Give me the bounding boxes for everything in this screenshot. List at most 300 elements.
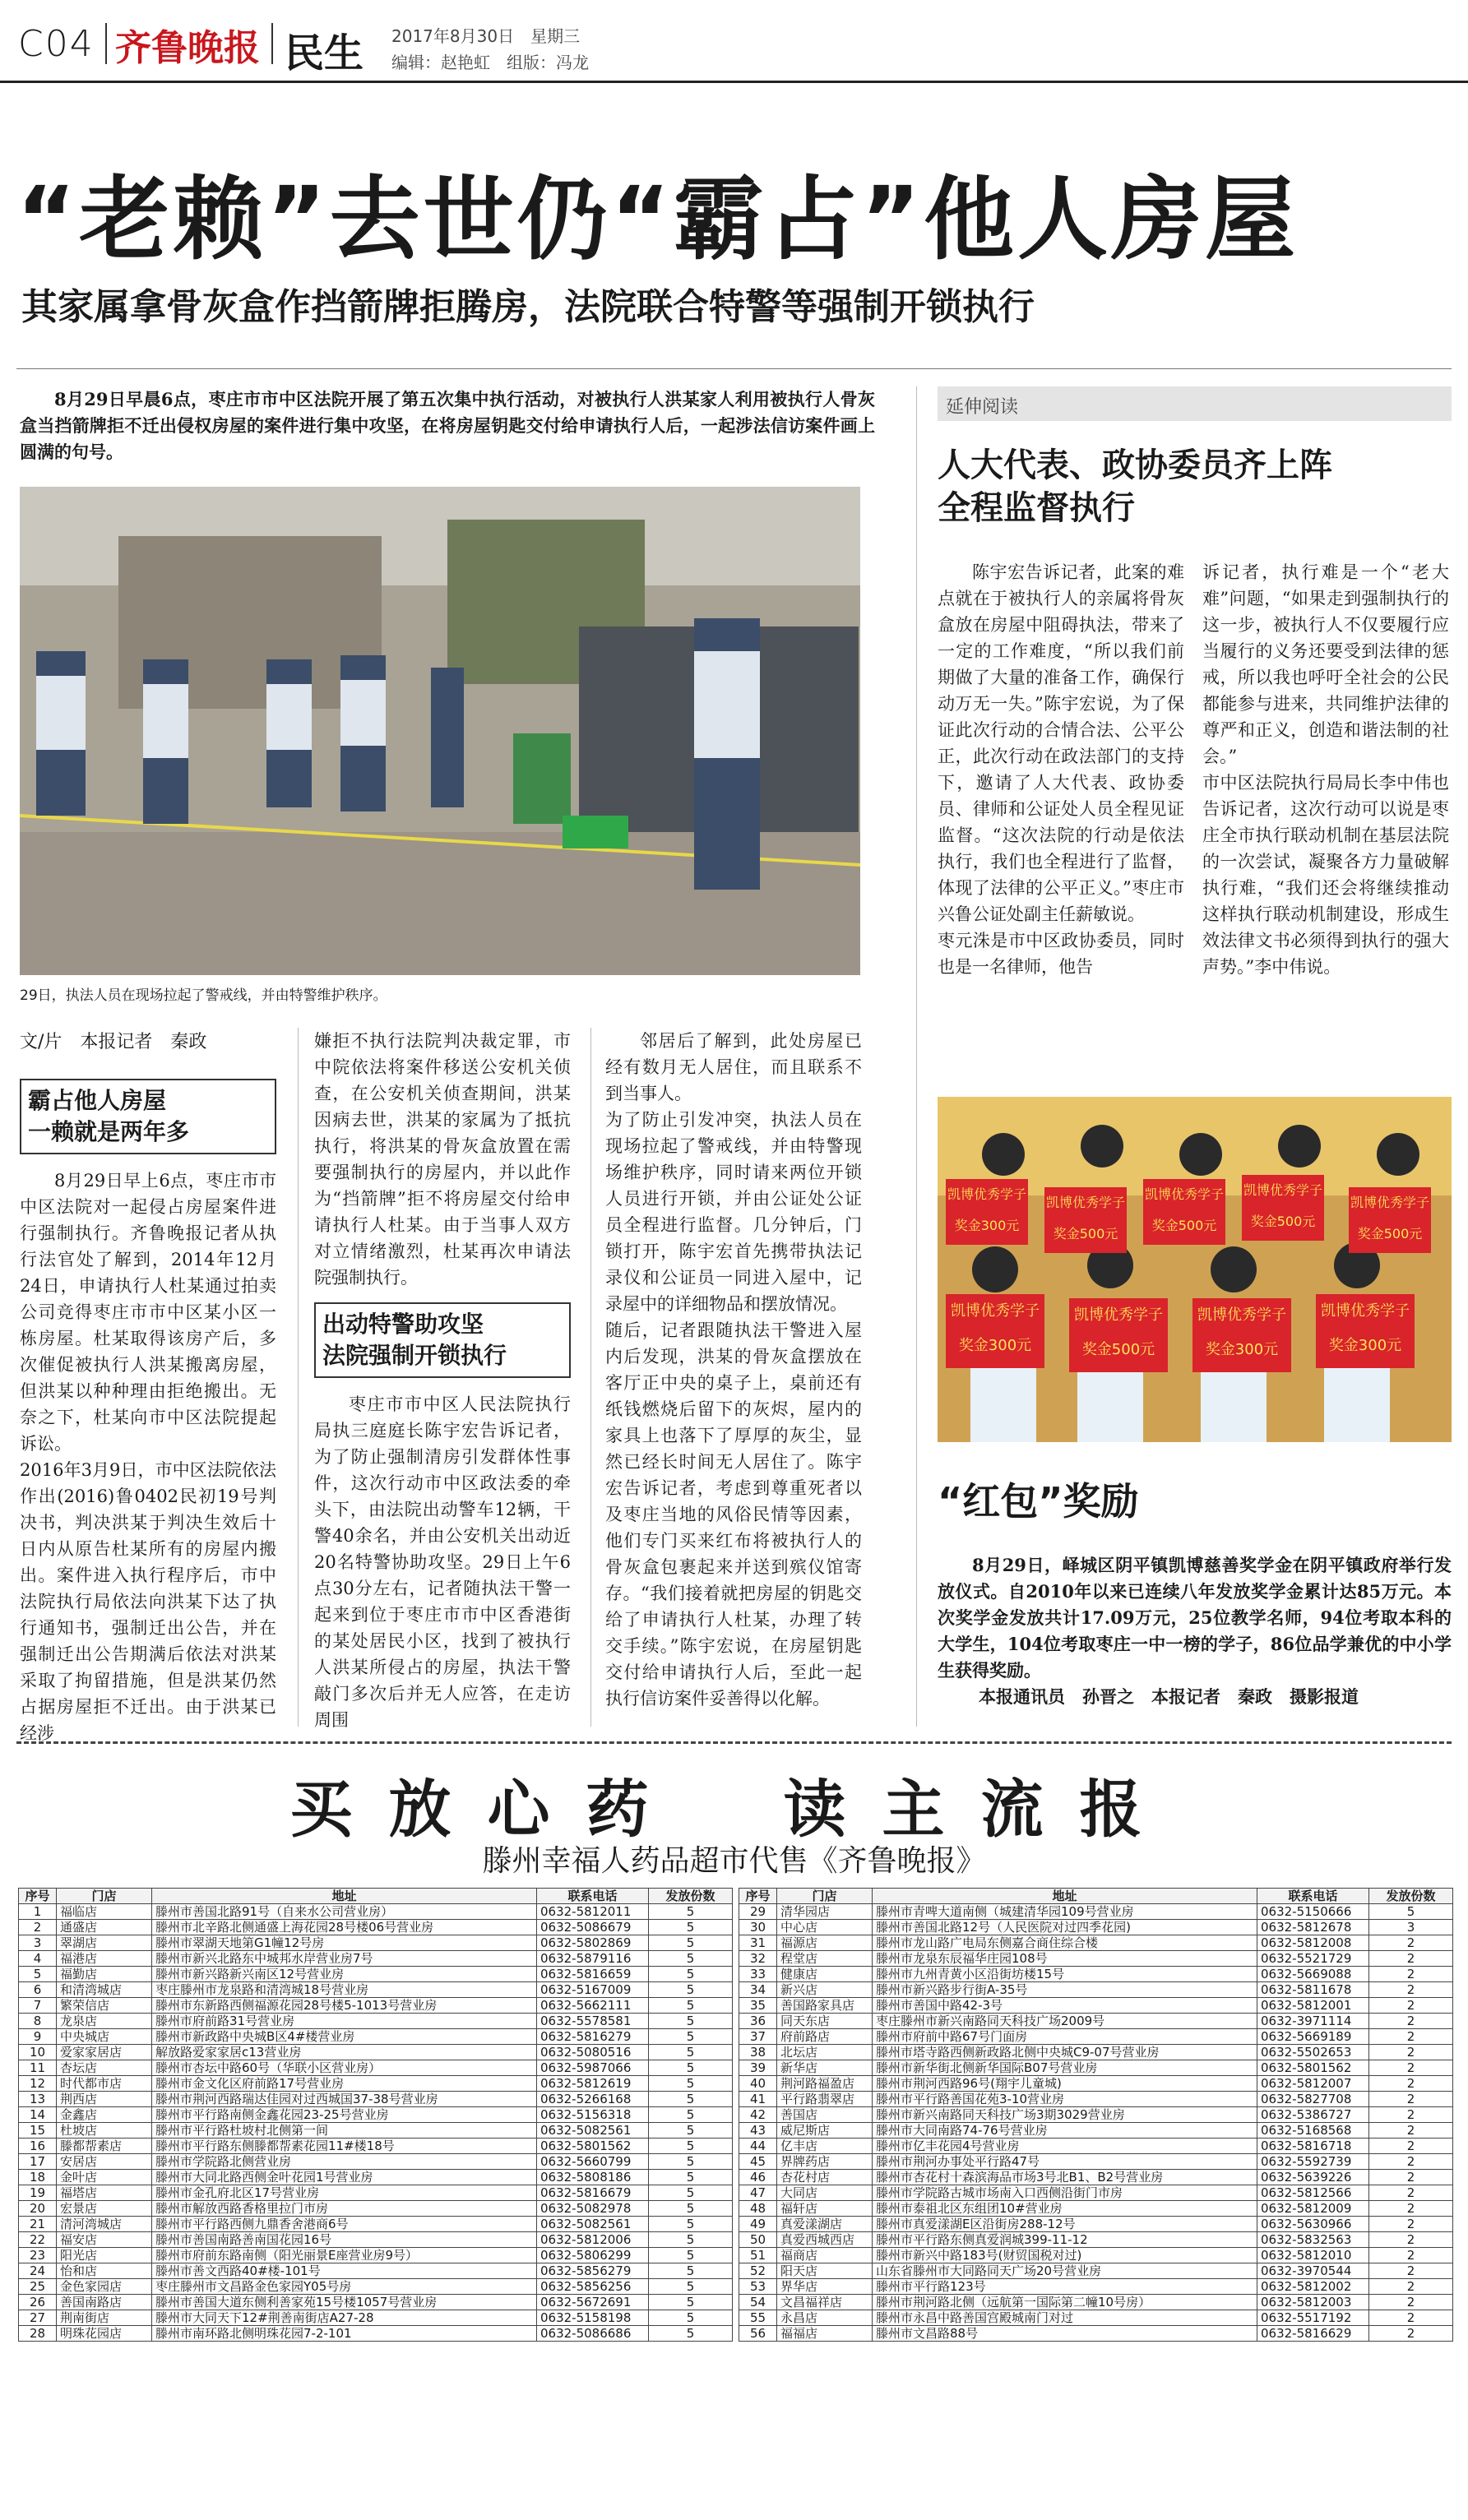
table-cell: 53 [739, 2279, 777, 2295]
table-cell: 5 [649, 2092, 733, 2107]
issue-date: 2017年8月30日 星期三 [391, 26, 581, 46]
table-cell: 滕州市府前东路南侧（阳光丽景E座营业房9号） [152, 2248, 537, 2263]
brief-text: 8月29日，峄城区阴平镇凯博慈善奖学金在阴平镇政府举行发放仪式。自2010年以来已连续八年发放奖学金累计达85万元。本次奖学金发放共计17.09万元，25位教学名师，94位考取本科的大学生，104位考取枣庄一中一榜的学子，86位品学兼优的中小学生获得奖励。 [938, 1555, 1452, 1681]
table-cell: 通盛店 [57, 1920, 152, 1935]
table-row [19, 2201, 733, 2217]
ad-title: 买放心药 读主流报 [289, 1773, 1179, 1846]
table-cell: 9 [19, 2029, 57, 2045]
table-cell: 福商店 [777, 2248, 873, 2263]
table-cell: 滕州市善文西路40#楼-101号 [152, 2263, 537, 2279]
table-cell: 18 [19, 2170, 57, 2185]
table-cell: 滕州市解放西路香格里拉门市房 [152, 2201, 537, 2217]
table-row [19, 2310, 733, 2326]
table-cell: 0632-5082561 [537, 2123, 649, 2139]
table-row [739, 1982, 1453, 1998]
table-cell: 滕州市学院路古城市场南入口西侧沿街门市房 [873, 2185, 1257, 2201]
table-cell: 0632-5812011 [537, 1904, 649, 1920]
table-cell: 解放路爱家家居c13营业房 [152, 2045, 537, 2060]
table-cell: 0632-5812001 [1257, 1998, 1369, 2014]
table-cell: 5 [649, 2029, 733, 2045]
table-cell: 5 [649, 2201, 733, 2217]
table-cell: 5 [649, 2326, 733, 2342]
award-sign: 凯博优秀学子 奖金500元 [1349, 1187, 1431, 1253]
table-cell: 枣庄滕州市新兴南路同天科技广场2009号 [873, 2014, 1257, 2029]
table-cell: 杜坡店 [57, 2123, 152, 2139]
table-cell: 45 [739, 2154, 777, 2170]
table-row [739, 1967, 1453, 1982]
table-cell: 0632-5386727 [1257, 2107, 1369, 2123]
table-cell: 0632-5808186 [537, 2170, 649, 2185]
col-header: 序号 [19, 1889, 57, 1904]
ad-border [16, 1741, 1452, 1746]
table-cell: 5 [19, 1967, 57, 1982]
col-header: 发放份数 [1369, 1889, 1453, 1904]
table-cell: 0632-5987066 [537, 2060, 649, 2076]
table-cell: 2 [1369, 2045, 1453, 2060]
table-cell: 0632-5578581 [537, 2014, 649, 2029]
table-cell: 0632-5806299 [537, 2248, 649, 2263]
table-cell: 0632-5669189 [1257, 2029, 1369, 2045]
table-cell: 5 [649, 2139, 733, 2154]
table-cell: 滕州市学院路北侧营业房 [152, 2154, 537, 2170]
table-cell: 龙泉店 [57, 2014, 152, 2029]
table-cell: 善国南路店 [57, 2295, 152, 2310]
table-cell: 福塔店 [57, 2185, 152, 2201]
table-cell: 0632-5082561 [537, 2217, 649, 2232]
column-divider [298, 1028, 299, 1727]
table-cell: 滕州市永昌中路善国宫殿城南门对过 [873, 2310, 1257, 2326]
table-cell: 48 [739, 2201, 777, 2217]
table-cell: 5 [649, 2107, 733, 2123]
section-box-1: 霸占他人房屋 一赖就是两年多 [20, 1079, 276, 1154]
table-row [19, 2185, 733, 2201]
sidebar-tag: 延伸阅读 [946, 397, 1019, 418]
table-row [739, 2139, 1453, 2154]
sidebar-headline: 人大代表、政协委员齐上阵 全程监督执行 [938, 446, 1332, 527]
table-cell: 滕州市平行路西侧九鼎香舍港商6号 [152, 2217, 537, 2232]
table-cell: 0632-5812003 [1257, 2295, 1369, 2310]
table-cell: 真爱西城西店 [777, 2232, 873, 2248]
table-cell: 11 [19, 2060, 57, 2076]
table-cell: 0632-5158198 [537, 2310, 649, 2326]
table-row [739, 2170, 1453, 2185]
table-cell: 5 [649, 2170, 733, 2185]
table-cell: 5 [649, 2154, 733, 2170]
table-cell: 0632-5812002 [1257, 2279, 1369, 2295]
table-row [19, 2326, 733, 2342]
table-row [739, 2123, 1453, 2139]
table-row [739, 2185, 1453, 2201]
table-cell: 2 [1369, 1967, 1453, 1982]
table-row [739, 1920, 1453, 1935]
table-cell: 2 [1369, 1935, 1453, 1951]
table-cell: 2 [1369, 2107, 1453, 2123]
table-cell: 0632-5082978 [537, 2201, 649, 2217]
table-cell: 2 [1369, 2123, 1453, 2139]
table-cell: 金色家园店 [57, 2279, 152, 2295]
table-cell: 滕州市平行路东侧滕都帮素花园11#楼18号 [152, 2139, 537, 2154]
table-cell: 5 [649, 2279, 733, 2295]
table-cell: 0632-5801562 [1257, 2060, 1369, 2076]
table-cell: 20 [19, 2201, 57, 2217]
table-cell: 金鑫店 [57, 2107, 152, 2123]
table-cell: 滕州市大同天下12#荆善南街店A27-28 [152, 2310, 537, 2326]
section-name: 民生 [285, 30, 364, 76]
table-cell: 滕州市府前路31号营业房 [152, 2014, 537, 2029]
table-cell: 30 [739, 1920, 777, 1935]
table-cell: 2 [1369, 2248, 1453, 2263]
table-cell: 文昌福祥店 [777, 2295, 873, 2310]
table-cell: 33 [739, 1967, 777, 1982]
table-cell: 大同店 [777, 2185, 873, 2201]
table-cell: 和清湾城店 [57, 1982, 152, 1998]
table-cell: 翠湖店 [57, 1935, 152, 1951]
header-rule [0, 81, 1468, 83]
store-table-right [739, 1888, 1453, 2342]
table-cell: 2 [1369, 2217, 1453, 2232]
table-cell: 0632-5856279 [537, 2263, 649, 2279]
table-cell: 0632-5832563 [1257, 2232, 1369, 2248]
table-cell: 滕州市新政路中央城B区4#楼营业房 [152, 2029, 537, 2045]
table-cell: 滕州市翠湖天地第G1幢12号房 [152, 1935, 537, 1951]
table-cell: 5 [649, 2310, 733, 2326]
table-cell: 42 [739, 2107, 777, 2123]
page-number: C04 [18, 23, 95, 65]
table-cell: 0632-5816279 [537, 2029, 649, 2045]
editors: 编辑：赵艳虹 组版：冯龙 [391, 53, 589, 72]
table-cell: 滕州市青啤大道南侧（城建清华园109号营业房 [873, 1904, 1257, 1920]
table-cell: 滕州市善国大道东侧利善家苑15号楼1057号营业房 [152, 2295, 537, 2310]
table-row [19, 2139, 733, 2154]
award-sign: 凯博优秀学子 奖金500元 [1242, 1175, 1324, 1241]
table-cell: 47 [739, 2185, 777, 2201]
table-row [739, 2279, 1453, 2295]
article-byline: 文/片 本报记者 秦政 [20, 1032, 207, 1052]
table-row [739, 2014, 1453, 2029]
store-table-left [18, 1888, 733, 2342]
table-cell: 滕州市杏坛中路60号（华联小区营业房） [152, 2060, 537, 2076]
table-cell: 0632-5669088 [1257, 1967, 1369, 1982]
table-row [19, 1935, 733, 1951]
table-cell: 0632-5660799 [537, 2154, 649, 2170]
table-cell: 2 [1369, 2201, 1453, 2217]
table-cell: 37 [739, 2029, 777, 2045]
table-row [739, 2092, 1453, 2107]
col-header: 地址 [873, 1889, 1257, 1904]
table-cell: 永昌店 [777, 2310, 873, 2326]
award-sign: 凯博优秀学子 奖金300元 [946, 1179, 1028, 1245]
col-header: 门店 [777, 1889, 873, 1904]
table-cell: 繁荣信店 [57, 1998, 152, 2014]
table-row [739, 2076, 1453, 2092]
headline-rule [16, 368, 1452, 369]
table-cell: 0632-5086686 [537, 2326, 649, 2342]
table-cell: 10 [19, 2045, 57, 2060]
table-cell: 0632-5168568 [1257, 2123, 1369, 2139]
table-cell: 2 [1369, 1982, 1453, 1998]
photo-caption: 29日，执法人员在现场拉起了警戒线，并由特警维护秩序。 [20, 987, 387, 1004]
table-cell: 28 [19, 2326, 57, 2342]
table-cell: 16 [19, 2139, 57, 2154]
table-cell: 滕州市新兴北路东中城邦水岸营业房7号 [152, 1951, 537, 1967]
table-cell: 荆南街店 [57, 2310, 152, 2326]
table-cell: 0632-5811678 [1257, 1982, 1369, 1998]
table-cell: 滕州市善国北路12号（人民医院对过四季花园) [873, 1920, 1257, 1935]
table-cell: 滕州市亿丰花园4号营业房 [873, 2139, 1257, 2154]
table-cell: 2 [1369, 2326, 1453, 2342]
table-cell: 中心店 [777, 1920, 873, 1935]
table-cell: 宏景店 [57, 2201, 152, 2217]
table-cell: 滕州市新兴南路同天科技广场3期3029营业房 [873, 2107, 1257, 2123]
table-row [19, 1904, 733, 1920]
table-cell: 滕州市平行路123号 [873, 2279, 1257, 2295]
table-cell: 5 [649, 2076, 733, 2092]
table-row [739, 2217, 1453, 2232]
table-row [19, 2279, 733, 2295]
table-row [739, 2326, 1453, 2342]
table-cell: 0632-5080516 [537, 2045, 649, 2060]
table-row [19, 2217, 733, 2232]
table-cell: 5 [649, 1967, 733, 1982]
table-cell: 2 [1369, 2310, 1453, 2326]
table-cell: 滕州市平行路东侧真爱润城399-11-12 [873, 2232, 1257, 2248]
table-cell: 滕州市善国南路善南国花园16号 [152, 2232, 537, 2248]
table-cell: 时代都市店 [57, 2076, 152, 2092]
table-row [739, 2045, 1453, 2060]
table-cell: 0632-5521729 [1257, 1951, 1369, 1967]
ad-subtitle: 滕州幸福人药品超市代售《齐鲁晚报》 [482, 1844, 986, 1878]
header-divider [271, 23, 273, 64]
table-cell: 5 [649, 2232, 733, 2248]
table-cell: 0632-5639226 [1257, 2170, 1369, 2185]
table-cell: 滕州市平行路南侧金鑫花园23-25号营业房 [152, 2107, 537, 2123]
table-cell: 0632-5812007 [1257, 2076, 1369, 2092]
table-cell: 善国路家具店 [777, 1998, 873, 2014]
article-column-2a: 嫌拒不执行法院判决裁定罪，市中院依法将案件移送公安机关侦查，在公安机关侦查期间，洪某因病去世，洪某的家属为了抵抗执行，将洪某的骨灰盒放置在需要强制执行的房屋内，并以此作为“挡箭牌”拒不将房屋交付给申请执行人杜某。由于当事人双方对立情绪激烈，杜某再次申请法院强制执行。 [314, 1031, 571, 1288]
table-cell: 5 [649, 2045, 733, 2060]
table-cell: 亿丰店 [777, 2139, 873, 2154]
table-row [739, 1935, 1453, 1951]
table-cell: 0632-5086679 [537, 1920, 649, 1935]
col-header: 序号 [739, 1889, 777, 1904]
table-cell: 善国店 [777, 2107, 873, 2123]
table-row [739, 1998, 1453, 2014]
article-intro: 8月29日早晨6点，枣庄市市中区法院开展了第五次集中执行活动，对被执行人洪某家人利用被执行人骨灰盒当挡箭牌拒不迁出侵权房屋的案件进行集中攻坚，在将房屋钥匙交付给申请执行人后，一起涉法信访案件画上圆满的句号。 [20, 389, 875, 462]
table-cell: 5 [649, 2014, 733, 2029]
article-column-2b: 枣庄市市中区人民法院执行局执三庭庭长陈宇宏告诉记者，为了防止强制清房引发群体性事件，这次行动市中区政法委的牵头下，由法院出动警车12辆，干警40余名，并由公安机关出动近20名特警协助攻坚。29日上午6点30分左右，记者随执法干警一起来到位于枣庄市市中区香港街的某处居民小区，找到了被执行人洪某所侵占的房屋，执法干警敲门多次后并无人应答，在走访周围 [314, 1394, 571, 1730]
award-sign: 凯博优秀学子 奖金300元 [946, 1294, 1044, 1368]
table-cell: 5 [649, 2217, 733, 2232]
table-cell: 滕州市文昌路88号 [873, 2326, 1257, 2342]
table-cell: 怡和店 [57, 2263, 152, 2279]
table-cell: 滕都帮素店 [57, 2139, 152, 2154]
table-row [19, 2107, 733, 2123]
table-cell: 43 [739, 2123, 777, 2139]
table-row [19, 2170, 733, 2185]
sidebar-column-1: 陈宇宏告诉记者，此案的难点就在于被执行人的亲属将骨灰盒放在房屋中阻碍执法，带来了一定的工作难度，“所以我们前期做了大量的准备工作，确保行动万无一失。”陈宇宏说，为了保证此次行动的合情合法、公平公正，此次行动在政法部门的支持下，邀请了人大代表、政协委员、律师和公证处人员全程见证监督。“这次法院的行动是依法执行，我们也全程进行了监督，体现了法律的公平正义。”枣庄市兴鲁公证处副主任薪敏说。 枣元洙是市中区政协委员，同时也是一名律师，他告 [938, 562, 1184, 977]
table-cell: 荆西店 [57, 2092, 152, 2107]
table-row [19, 1920, 733, 1935]
table-cell: 4 [19, 1951, 57, 1967]
table-cell: 滕州市荆河西路瑞达佳园对过西城国37-38号营业房 [152, 2092, 537, 2107]
table-cell: 2 [1369, 2154, 1453, 2170]
table-cell: 滕州市龙山路广电局东侧嘉合商住综合楼 [873, 1935, 1257, 1951]
table-cell: 5 [649, 2295, 733, 2310]
subheadline: 其家属拿骨灰盒作挡箭牌拒腾房，法院联合特警等强制开锁执行 [21, 286, 1035, 328]
table-row [739, 2154, 1453, 2170]
table-cell: 35 [739, 1998, 777, 2014]
table-cell: 1 [19, 1904, 57, 1920]
table-cell: 明珠花园店 [57, 2326, 152, 2342]
table-cell: 威尼斯店 [777, 2123, 873, 2139]
table-row [739, 2263, 1453, 2279]
table-row [19, 2295, 733, 2310]
table-cell: 25 [19, 2279, 57, 2295]
table-cell: 5 [649, 2263, 733, 2279]
table-cell: 0632-5812566 [1257, 2185, 1369, 2201]
table-cell: 福福店 [777, 2326, 873, 2342]
column-divider [590, 1028, 591, 1727]
table-cell: 5 [649, 1920, 733, 1935]
table-row [19, 2248, 733, 2263]
table-cell: 22 [19, 2232, 57, 2248]
table-cell: 滕州市新兴中路183号(财贸国税对过) [873, 2248, 1257, 2263]
table-cell: 27 [19, 2310, 57, 2326]
table-cell: 29 [739, 1904, 777, 1920]
table-cell: 0632-5266168 [537, 2092, 649, 2107]
table-row [19, 2154, 733, 2170]
table-cell: 滕州市大同南路74-76号营业房 [873, 2123, 1257, 2139]
table-cell: 2 [1369, 2263, 1453, 2279]
table-cell: 福轩店 [777, 2201, 873, 2217]
table-cell: 5 [1369, 1904, 1453, 1920]
table-row [19, 2092, 733, 2107]
table-cell: 26 [19, 2295, 57, 2310]
table-cell: 52 [739, 2263, 777, 2279]
table-cell: 滕州市善国北路91号（自来水公司营业房） [152, 1904, 537, 1920]
table-cell: 24 [19, 2263, 57, 2279]
award-signs [938, 1097, 1452, 1442]
award-sign: 凯博优秀学子 奖金300元 [1316, 1294, 1415, 1368]
article-photo [20, 487, 860, 975]
table-cell: 健康店 [777, 1967, 873, 1982]
table-cell: 滕州市金孔府北区17号营业房 [152, 2185, 537, 2201]
col-header: 发放份数 [649, 1889, 733, 1904]
table-cell: 46 [739, 2170, 777, 2185]
table-row [19, 1951, 733, 1967]
table-cell: 福临店 [57, 1904, 152, 1920]
scholarship-photo [938, 1097, 1452, 1442]
newspaper-logo: 齐鲁晚报 [115, 27, 260, 69]
award-sign: 凯博优秀学子 奖金500元 [1069, 1298, 1168, 1372]
table-cell: 2 [1369, 2092, 1453, 2107]
table-cell: 清华园店 [777, 1904, 873, 1920]
table-cell: 2 [19, 1920, 57, 1935]
table-row [19, 1967, 733, 1982]
table-row [739, 1951, 1453, 1967]
table-cell: 5 [649, 2185, 733, 2201]
table-cell: 3 [1369, 1920, 1453, 1935]
table-cell: 13 [19, 2092, 57, 2107]
table-cell: 0632-5517192 [1257, 2310, 1369, 2326]
table-row [739, 2248, 1453, 2263]
table-cell: 滕州市金文化区府前路17号营业房 [152, 2076, 537, 2092]
table-cell: 2 [1369, 2076, 1453, 2092]
table-cell: 5 [649, 2248, 733, 2263]
table-cell: 中央城店 [57, 2029, 152, 2045]
table-cell: 38 [739, 2045, 777, 2060]
table-row [19, 2123, 733, 2139]
police-scene-image [20, 487, 860, 975]
table-cell: 滕州市东新路西侧福源花园28号楼5-1013号营业房 [152, 1998, 537, 2014]
table-cell: 滕州市真爱漾湖E区沿街房288-12号 [873, 2217, 1257, 2232]
table-cell: 程堂店 [777, 1951, 873, 1967]
table-cell: 5 [649, 1982, 733, 1998]
table-cell: 平行路翡翠店 [777, 2092, 873, 2107]
table-cell: 2 [1369, 2029, 1453, 2045]
col-header: 联系电话 [1257, 1889, 1369, 1904]
table-cell: 0632-5812008 [1257, 1935, 1369, 1951]
table-cell: 阳光店 [57, 2248, 152, 2263]
brief-byline: 本报通讯员 孙晋之 本报记者 秦政 摄影报道 [979, 1687, 1359, 1707]
table-cell: 0632-5801562 [537, 2139, 649, 2154]
table-cell: 40 [739, 2076, 777, 2092]
table-cell: 0632-5156318 [537, 2107, 649, 2123]
table-row [19, 1998, 733, 2014]
table-cell: 14 [19, 2107, 57, 2123]
table-row [739, 2232, 1453, 2248]
table-cell: 51 [739, 2248, 777, 2263]
table-cell: 0632-5812006 [537, 2232, 649, 2248]
table-cell: 滕州市善国中路42-3号 [873, 1998, 1257, 2014]
table-cell: 5 [649, 1951, 733, 1967]
sidebar-column-2: 诉记者，执行难是一个“老大难”问题，“如果走到强制执行的这一步，被执行人不仅要履行应当履行的义务还要受到法律的惩戒，所以我也呼吁全社会的公民都能参与进来，共同维护法律的尊严和正义，创造和谐法制的社会。” 市中区法院执行局局长李中伟也告诉记者，这次行动可以说是枣庄全市执行联动机制在基层法院的一次尝试，凝聚各方力量破解执行难，“我们还会将继续推动这样执行联动机制建设，形成生效法律文书必须得到执行的强大声势。”李中伟说。 [1202, 562, 1449, 977]
table-cell: 55 [739, 2310, 777, 2326]
table-cell: 安居店 [57, 2154, 152, 2170]
table-cell: 44 [739, 2139, 777, 2154]
table-cell: 2 [1369, 1998, 1453, 2014]
table-cell: 滕州市新兴路步行街A-35号 [873, 1982, 1257, 1998]
table-cell: 2 [1369, 2170, 1453, 2185]
table-cell: 滕州市塔寺路西侧新政路北侧中央城C9-07号营业房 [873, 2045, 1257, 2060]
table-row [19, 2263, 733, 2279]
table-cell: 新华店 [777, 2060, 873, 2076]
table-cell: 2 [1369, 2279, 1453, 2295]
col-header: 联系电话 [537, 1889, 649, 1904]
table-row [19, 2029, 733, 2045]
table-cell: 19 [19, 2185, 57, 2201]
table-row [19, 2232, 733, 2248]
table-cell: 滕州市北辛路北侧通盛上海花园28号楼06号营业房 [152, 1920, 537, 1935]
table-cell: 0632-5879116 [537, 1951, 649, 1967]
table-cell: 49 [739, 2217, 777, 2232]
table-cell: 滕州市平行路杜坡村北侧第一间 [152, 2123, 537, 2139]
award-sign: 凯博优秀学子 奖金500元 [1143, 1179, 1225, 1245]
table-cell: 府前路店 [777, 2029, 873, 2045]
sidebar-divider [916, 386, 917, 1727]
table-cell: 56 [739, 2326, 777, 2342]
table-cell: 0632-5662111 [537, 1998, 649, 2014]
table-cell: 滕州市泰祖北区东组团10#营业房 [873, 2201, 1257, 2217]
table-cell: 5 [649, 2123, 733, 2139]
table-cell: 0632-5827708 [1257, 2092, 1369, 2107]
table-row [739, 1904, 1453, 1920]
table-cell: 滕州市南环路北侧明珠花园7-2-101 [152, 2326, 537, 2342]
table-cell: 54 [739, 2295, 777, 2310]
table-cell: 枣庄滕州市文昌路金色家园Y05号房 [152, 2279, 537, 2295]
table-cell: 滕州市九州青黄小区沿街坊楼15号 [873, 1967, 1257, 1982]
table-cell: 滕州市荆河西路96号(翔宇儿童城) [873, 2076, 1257, 2092]
